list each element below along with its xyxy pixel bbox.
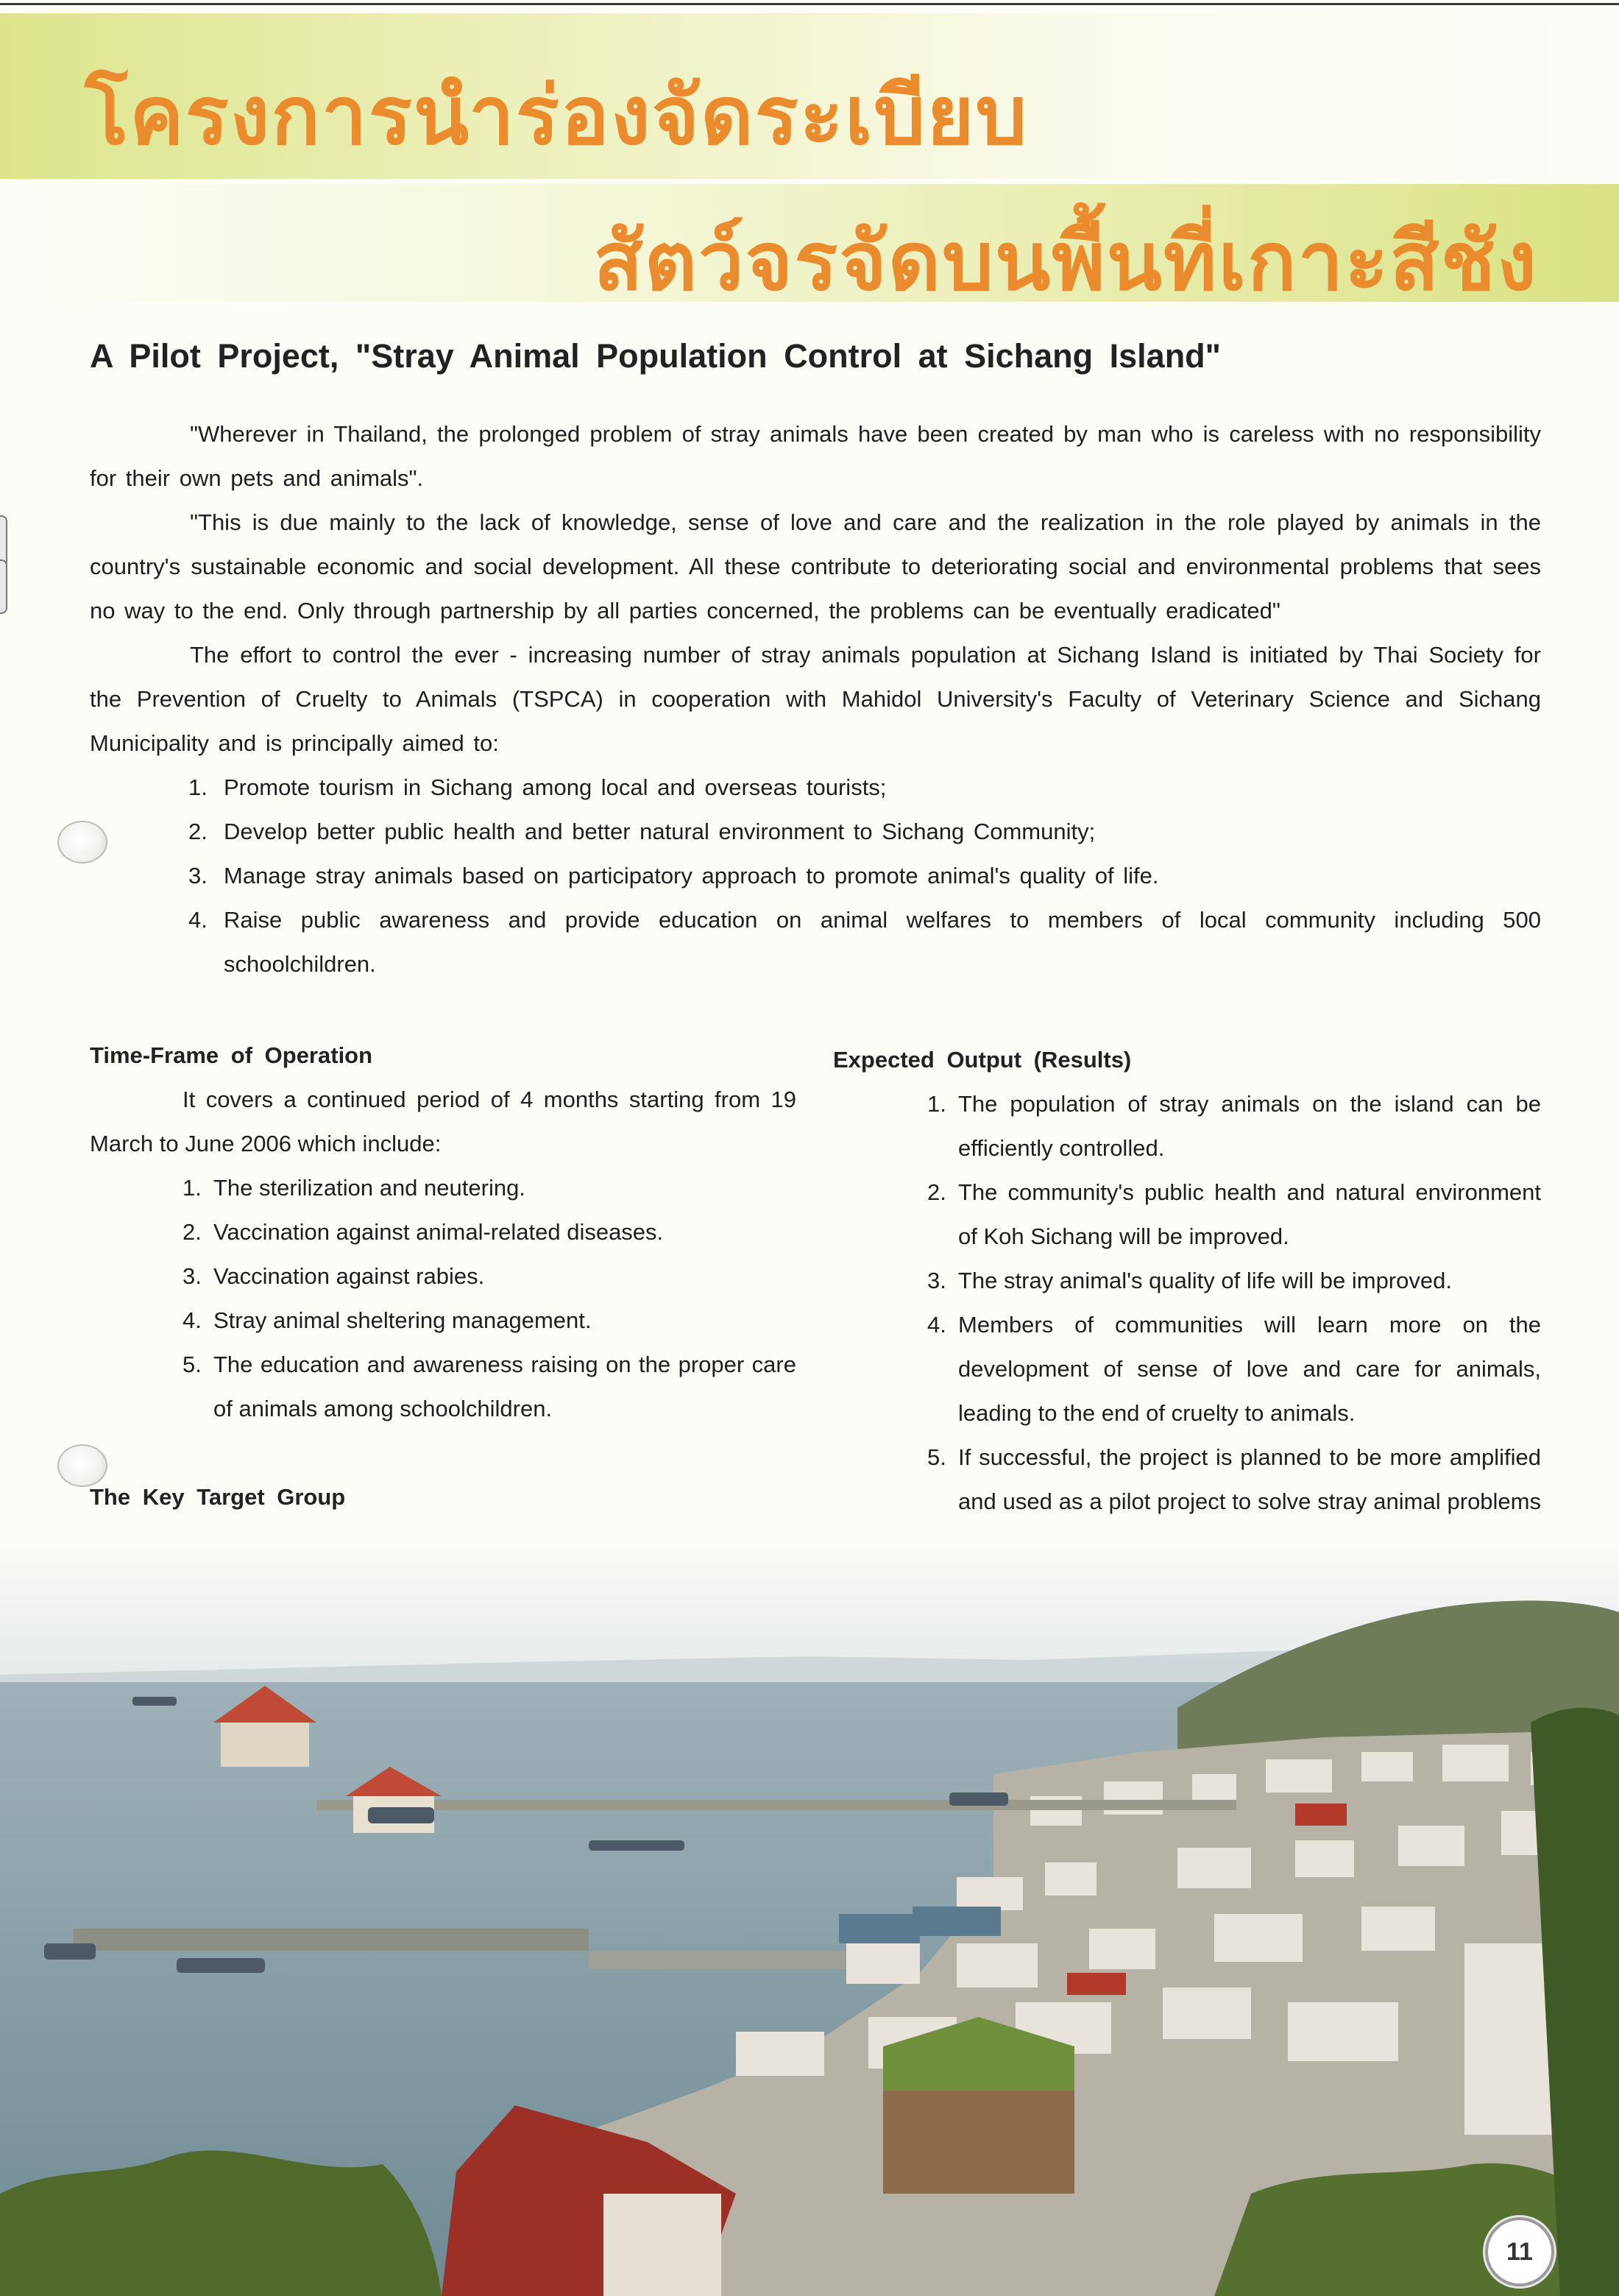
list-text: Members of communities will learn more on the development of sense of love and care for animals, leading to the end of cruelty to animals. [958,1312,1541,1426]
list-number: 5. [927,1444,946,1470]
page-number: 11 [1485,2217,1554,2286]
list-text: The sterilization and neutering. [213,1175,525,1201]
list-text: The stray animal's quality of life will be improved. [958,1268,1452,1293]
list-text: The education and awareness raising on the proper care of animals among schoolchildren. [213,1352,796,1421]
list-number: 3. [188,863,208,889]
column-spacer [90,1431,796,1475]
list-item [833,1259,1541,1303]
list-item [833,1303,1541,1435]
list-item [90,854,1541,898]
list-number: 5. [183,1352,202,1377]
list-number: 2. [927,1179,946,1205]
list-text: The community's public health and natural environment of Koh Sichang will be improved. [958,1179,1541,1249]
binder-hole-top [57,821,107,863]
list-item [90,766,1541,810]
list-text: The population of stray animals on the island can be efficiently controlled. [958,1091,1541,1161]
expected-heading: Expected Output (Results) [833,1047,1132,1073]
list-number: 2. [188,819,208,844]
island-harbor-photo [0,1531,1619,2296]
thai-title-line-1: โครงการนำร่องจัดระเบียบ [85,68,1029,163]
list-number: 4. [183,1307,202,1333]
thai-title-line-2: สัตว์จรจัดบนพื้นที่เกาะสีชัง [593,214,1538,308]
list-text: Vaccination against rabies. [213,1263,485,1289]
paragraph-3: The effort to control the ever - increasing number of stray animals population at Sichang Island is initiated by Thai Society for the Prevention of Cruelty to Animals (TSPCA) in cooperation with Mahidol University's Faculty of Veterinary Science and Sichang Municipality and is principally aimed to: [90,642,1541,756]
list-number: 1. [188,774,208,800]
right-column [833,1038,1541,1568]
list-text: Vaccination against animal-related diseases. [213,1219,664,1245]
target-heading: The Key Target Group [90,1484,346,1510]
list-item [90,1299,796,1343]
list-item [90,1254,796,1299]
paragraph-1: "Wherever in Thailand, the prolonged problem of stray animals have been created by man who is careless with no responsibility for their own pets and animals". [90,421,1541,491]
timeframe-list [90,1166,796,1431]
expected-list [833,1082,1541,1568]
list-item [90,1210,796,1254]
paragraph-2: "This is due mainly to the lack of knowledge, sense of love and care and the realization in the role played by animals in the country's sustainable economic and social development. All these contribute to deteriorating social and environmental problems that sees no way to the end. Only through partnership by all parties concerned, the problems can be eventually eradicated" [90,509,1541,624]
timeframe-intro: It covers a continued period of 4 months starting from 19 March to June 2006 which include: [90,1087,796,1156]
list-number: 3. [183,1263,202,1289]
list-text: Develop better public health and better natural environment to Sichang Community; [224,819,1096,844]
list-text: Manage stray animals based on participatory approach to promote animal's quality of life. [224,863,1159,889]
list-item [833,1082,1541,1170]
list-number: 4. [188,907,208,933]
timeframe-heading: Time-Frame of Operation [90,1042,373,1068]
intro-body [90,412,1541,986]
aims-list [90,766,1541,986]
list-text: Raise public awareness and provide education on animal welfares to members of local community including 500 schoolchildren. [224,907,1541,977]
binder-hole-bottom [57,1444,107,1487]
list-item [90,1343,796,1431]
list-text: Promote tourism in Sichang among local and overseas tourists; [224,774,887,800]
list-item [90,898,1541,986]
english-title: A Pilot Project, "Stray Animal Population Control at Sichang Island" [90,337,1222,375]
list-item [90,810,1541,854]
list-number: 1. [183,1175,202,1201]
binder-tab [0,559,7,614]
list-item [833,1170,1541,1259]
list-text: If successful, the project is planned to be more amplified and used as a pilot project to solve stray animal problems [958,1444,1541,1514]
top-rule [0,3,1619,5]
list-item [90,1166,796,1210]
list-text: Stray animal sheltering management. [213,1307,592,1333]
list-number: 3. [927,1268,946,1293]
list-number: 1. [927,1091,946,1117]
list-number: 4. [927,1312,946,1338]
list-number: 2. [183,1219,202,1245]
